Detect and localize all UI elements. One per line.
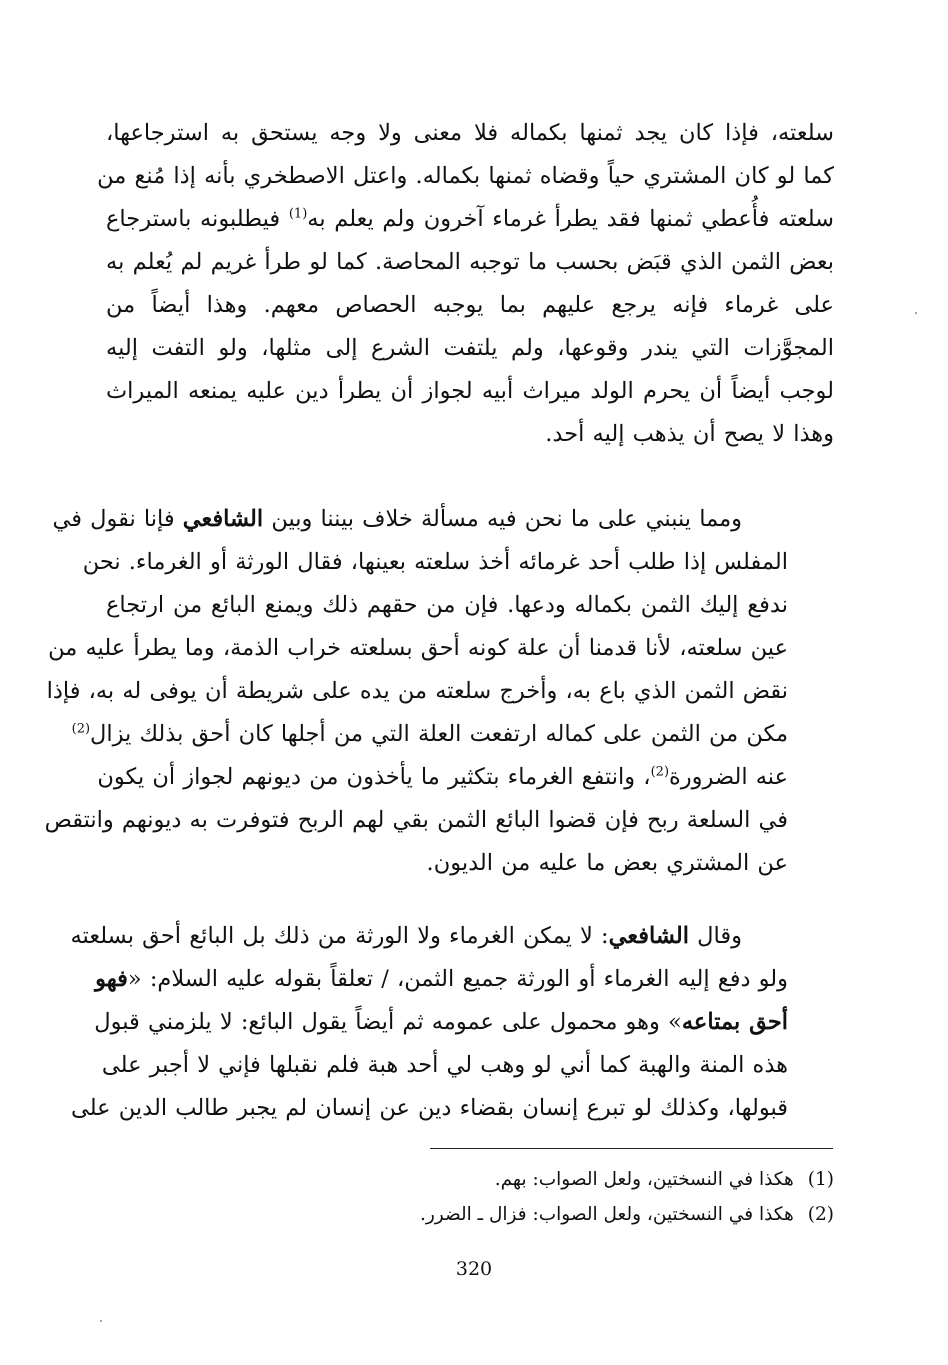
text-line: عين سلعته، لأنا قدمنا أن علة كونه أحق بسلعته خراب الذمة، وما يطرأ عليه من (48, 635, 788, 661)
text-span: عنه الضرورة (669, 764, 788, 790)
paragraph-1 (97, 112, 835, 456)
footnote-marker: (1) (288, 206, 308, 222)
hadith-quote: أحق بمتاعه (681, 1009, 788, 1035)
paragraph-2 (44, 498, 834, 885)
text-span: وقال (697, 923, 742, 949)
paragraph-3 (70, 915, 834, 1130)
scholar-name: الشافعي (608, 923, 690, 949)
text-line: لوجب أيضاً أن يحرم الولد ميراث أبيه لجواز أن يطرأ دين عليه يمنعه الميراث (106, 378, 834, 404)
text-span: مكن من الثمن على كماله ارتفعت العلة التي من أجلها كان أحق بذلك يزال (90, 721, 788, 747)
text-span: فيطلبونه باسترجاع (106, 206, 289, 232)
footnote-marker: (2) (650, 764, 670, 780)
text-span: ومما ينبني على ما نحن فيه مسألة خلاف بيننا وبين (271, 506, 742, 532)
footnotes (400, 1162, 834, 1232)
text-line (97, 756, 834, 799)
footnote-separator (430, 1148, 833, 1149)
text-line: نقض الثمن الذي باع به، وأخرج سلعته من يده على شريطة أن يوفى له به، فإذا (46, 678, 788, 704)
text-line: في السلعة ربح فإن قضوا البائع الثمن بقي لهم الربح فتوفرت به ديونهم وانتقص (44, 807, 788, 833)
text-line (95, 958, 834, 1001)
footnote-1 (400, 1162, 834, 1197)
footnote-text: هكذا في النسختين، ولعل الصواب: فزال ـ الضرر. (419, 1204, 794, 1225)
text-span: ، وانتفع الغرماء بتكثير ما يأخذون من ديونهم لجواز أن يكون (97, 764, 651, 790)
footnote-2 (400, 1197, 834, 1232)
text-span: » وهو محمول على عمومه ثم أيضاً يقول البائع: لا يلزمني قبول (94, 1009, 682, 1035)
text-line: وهذا لا يصح أن يذهب إليه أحد. (545, 421, 834, 447)
text-span: فإنا نقول في (52, 506, 183, 532)
footnote-marker: (2) (71, 721, 91, 737)
text-span: : لا يمكن الغرماء ولا الورثة من ذلك بل البائع أحق بسلعته (70, 923, 609, 949)
scan-speck (100, 1320, 102, 1322)
text-line (52, 498, 834, 541)
footnote-text: هكذا في النسختين، ولعل الصواب: بهم. (494, 1169, 794, 1190)
footnote-number: (2) (807, 1204, 834, 1225)
hadith-quote: فهو (95, 966, 128, 992)
scholar-name: الشافعي (182, 506, 264, 532)
text-span: سلعته فأُعطي ثمنها فقد يطرأ غرماء آخرون ولم يعلم به (307, 206, 835, 232)
text-line: قبولها، وكذلك لو تبرع إنسان بقضاء دين عن إنسان لم يجبر طالب الدين على (70, 1095, 788, 1121)
text-line: هذه المنة والهبة كما أني لو وهب لي أحد هبة فلم نقبلها فإني لا أجبر على (101, 1052, 788, 1078)
scan-speck (915, 312, 917, 314)
text-line (94, 1001, 834, 1044)
text-line: المفلس إذا طلب أحد غرمائه أخذ سلعته بعينها، فقال الورثة أو الغرماء. نحن (82, 549, 788, 575)
text-line: المجوَّزات التي يندر وقوعها، ولم يلتفت الشرع إلى مثلها، ولو التفت إليه (106, 335, 834, 361)
text-line: عن المشتري بعض ما عليه من الديون. (426, 850, 788, 876)
page-number: 320 (455, 1258, 493, 1280)
text-line: سلعته، فإذا كان يجد ثمنها بكماله فلا معنى ولا وجه يستحق به استرجاعها، (106, 120, 834, 146)
text-line: بعض الثمن الذي قبَض بحسب ما توجبه المحاصة. كما لو طرأ غريم لم يُعلم به (106, 249, 834, 275)
text-line (70, 915, 834, 958)
text-line (106, 198, 834, 241)
text-line (71, 713, 834, 756)
footnote-number: (1) (807, 1169, 834, 1190)
text-span: ولو دفع إليه الغرماء أو الورثة جميع الثمن، / تعلقاً بقوله عليه السلام: « (127, 966, 788, 992)
text-line: على غرماء فإنه يرجع عليهم بما يوجبه الحصاص معهم. وهذا أيضاً من (106, 292, 834, 318)
text-line: ندفع إليك الثمن بكماله ودعها. فإن من حقهم ذلك ويمنع البائع من ارتجاع (106, 592, 788, 618)
text-line: كما لو كان المشتري حياً وقضاه ثمنها بكماله. واعتل الاصطخري بأنه إذا مُنع من (97, 163, 834, 189)
